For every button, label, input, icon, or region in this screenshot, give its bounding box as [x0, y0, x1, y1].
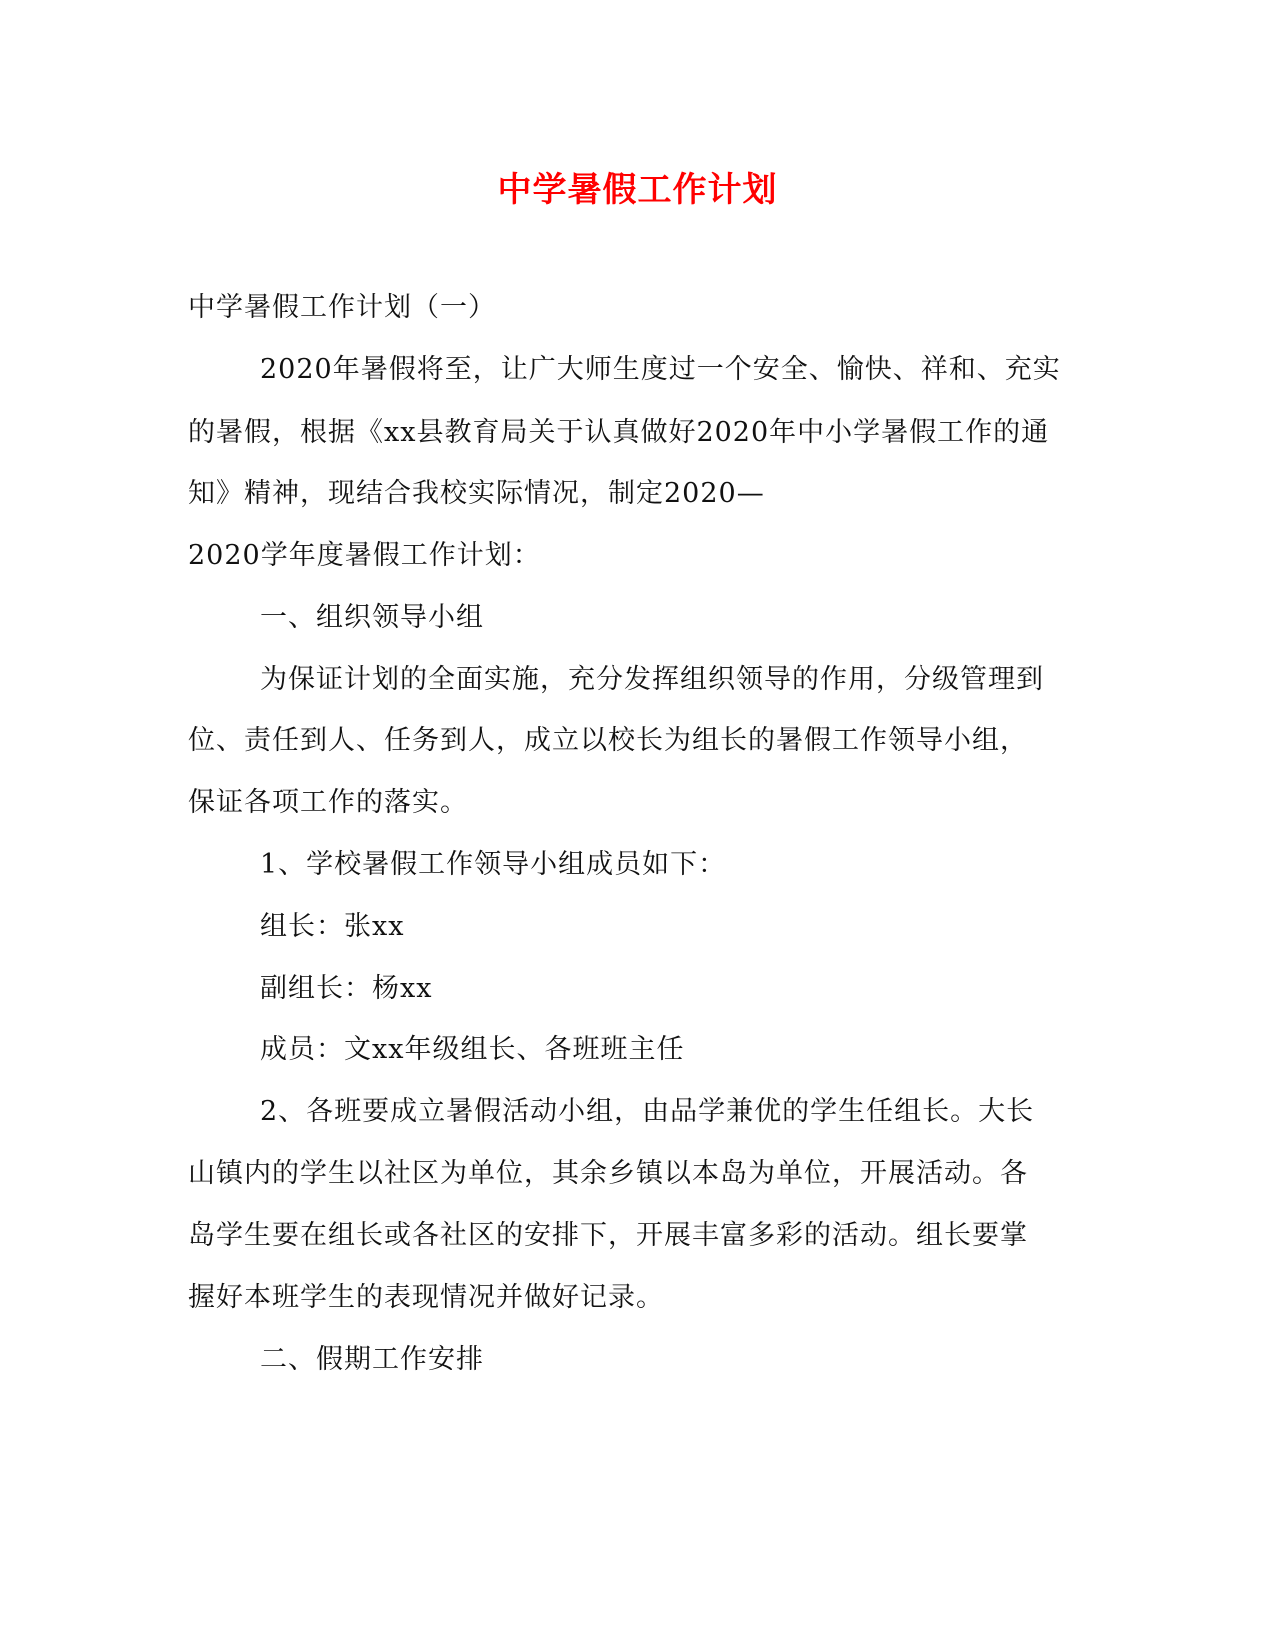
paragraph-line: 位、责任到人、任务到人，成立以校长为组长的暑假工作领导小组，	[188, 725, 1028, 756]
paragraph-line: 山镇内的学生以社区为单位，其余乡镇以本岛为单位，开展活动。各	[188, 1158, 1028, 1189]
deputy-leader-line: 副组长：杨xx	[260, 973, 433, 1004]
document-title: 中学暑假工作计划	[497, 170, 778, 210]
paragraph-line: 2020年暑假将至，让广大师生度过一个安全、愉快、祥和、充实	[260, 354, 1061, 385]
subsection-heading: 一、组织领导小组	[260, 602, 484, 633]
section-heading: 中学暑假工作计划（一）	[188, 292, 496, 323]
paragraph-line: 握好本班学生的表现情况并做好记录。	[188, 1282, 664, 1313]
members-line: 成员：文xx年级组长、各班班主任	[260, 1034, 685, 1065]
paragraph-line: 保证各项工作的落实。	[188, 787, 468, 818]
paragraph-line: 的暑假，根据《xx县教育局关于认真做好2020年中小学暑假工作的通	[188, 417, 1050, 448]
paragraph-line: 岛学生要在组长或各社区的安排下，开展丰富多彩的活动。组长要掌	[188, 1220, 1028, 1251]
paragraph-line: 1、学校暑假工作领导小组成员如下：	[260, 849, 727, 880]
paragraph-line: 为保证计划的全面实施，充分发挥组织领导的作用，分级管理到	[260, 664, 1044, 695]
leader-line: 组长：张xx	[260, 911, 405, 942]
subsection-heading: 二、假期工作安排	[260, 1344, 484, 1375]
paragraph-line: 2020学年度暑假工作计划：	[188, 540, 541, 571]
paragraph-line: 2、各班要成立暑假活动小组，由品学兼优的学生任组长。大长	[260, 1096, 1035, 1127]
paragraph-line: 知》精神，现结合我校实际情况，制定2020—	[188, 478, 765, 509]
